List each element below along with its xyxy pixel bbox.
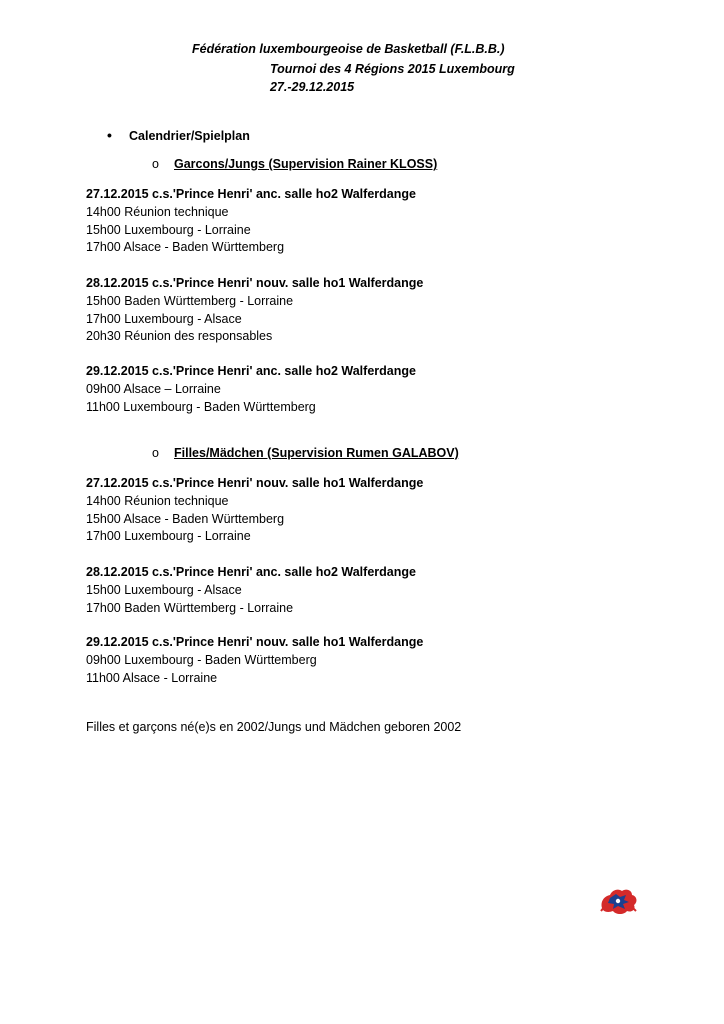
tournament-name: Tournoi des 4 Régions 2015 Luxembourg bbox=[270, 62, 515, 76]
schedule-item: 15h00 Luxembourg - Alsace bbox=[86, 582, 242, 597]
day-venue: 27.12.2015 c.s.'Prince Henri' anc. salle ho2 Walferdange bbox=[86, 187, 416, 201]
schedule-item: 15h00 Luxembourg - Lorraine bbox=[86, 222, 251, 237]
day-venue: 29.12.2015 c.s.'Prince Henri' nouv. salle ho1 Walferdange bbox=[86, 635, 424, 649]
circle-bullet-icon: o bbox=[152, 157, 159, 171]
schedule-item: 09h00 Luxembourg - Baden Württemberg bbox=[86, 652, 317, 667]
schedule-item: 11h00 Alsace - Lorraine bbox=[86, 670, 218, 685]
schedule-item: 15h00 Baden Württemberg - Lorraine bbox=[86, 293, 294, 308]
boys-day-block bbox=[86, 186, 646, 257]
lion-logo-icon bbox=[596, 884, 640, 918]
section-title: Calendrier/Spielplan bbox=[129, 129, 250, 143]
boys-day-block bbox=[86, 363, 646, 416]
bullet-icon: • bbox=[107, 127, 112, 143]
federation-name: Fédération luxembourgeoise de Basketball (F.L.B.B.) bbox=[192, 42, 505, 56]
day-venue: 28.12.2015 c.s.'Prince Henri' anc. salle ho2 Walferdange bbox=[86, 565, 416, 579]
birth-year-note: Filles et garçons né(e)s en 2002/Jungs und Mädchen geboren 2002 bbox=[86, 720, 462, 734]
schedule-item: 17h00 Alsace - Baden Württemberg bbox=[86, 240, 285, 255]
schedule-item: 17h00 Baden Württemberg - Lorraine bbox=[86, 600, 294, 615]
tournament-dates: 27.-29.12.2015 bbox=[270, 80, 355, 94]
schedule-item: 14h00 Réunion technique bbox=[86, 493, 229, 508]
schedule-item: 11h00 Luxembourg - Baden Württemberg bbox=[86, 399, 316, 414]
boys-heading bbox=[152, 157, 437, 171]
schedule-item: 09h00 Alsace – Lorraine bbox=[86, 381, 221, 396]
girls-title: Filles/Mädchen (Supervision Rumen GALABOV) bbox=[174, 446, 459, 460]
girls-day-block bbox=[86, 475, 646, 546]
circle-bullet-icon: o bbox=[152, 446, 159, 460]
schedule-item: 15h00 Alsace - Baden Württemberg bbox=[86, 511, 285, 526]
schedule-item: 14h00 Réunion technique bbox=[86, 204, 229, 219]
girls-heading bbox=[152, 446, 459, 460]
section-heading bbox=[107, 127, 250, 143]
schedule-item: 20h30 Réunion des responsables bbox=[86, 329, 273, 344]
schedule-item: 17h00 Luxembourg - Lorraine bbox=[86, 529, 251, 544]
girls-day-block bbox=[86, 564, 646, 617]
boys-title: Garcons/Jungs (Supervision Rainer KLOSS) bbox=[174, 157, 438, 171]
day-venue: 29.12.2015 c.s.'Prince Henri' anc. salle ho2 Walferdange bbox=[86, 364, 416, 378]
day-venue: 28.12.2015 c.s.'Prince Henri' nouv. salle ho1 Walferdange bbox=[86, 276, 424, 290]
girls-day-block bbox=[86, 634, 646, 687]
boys-day-block bbox=[86, 275, 646, 346]
day-venue: 27.12.2015 c.s.'Prince Henri' nouv. salle ho1 Walferdange bbox=[86, 476, 424, 490]
schedule-item: 17h00 Luxembourg - Alsace bbox=[86, 311, 242, 326]
